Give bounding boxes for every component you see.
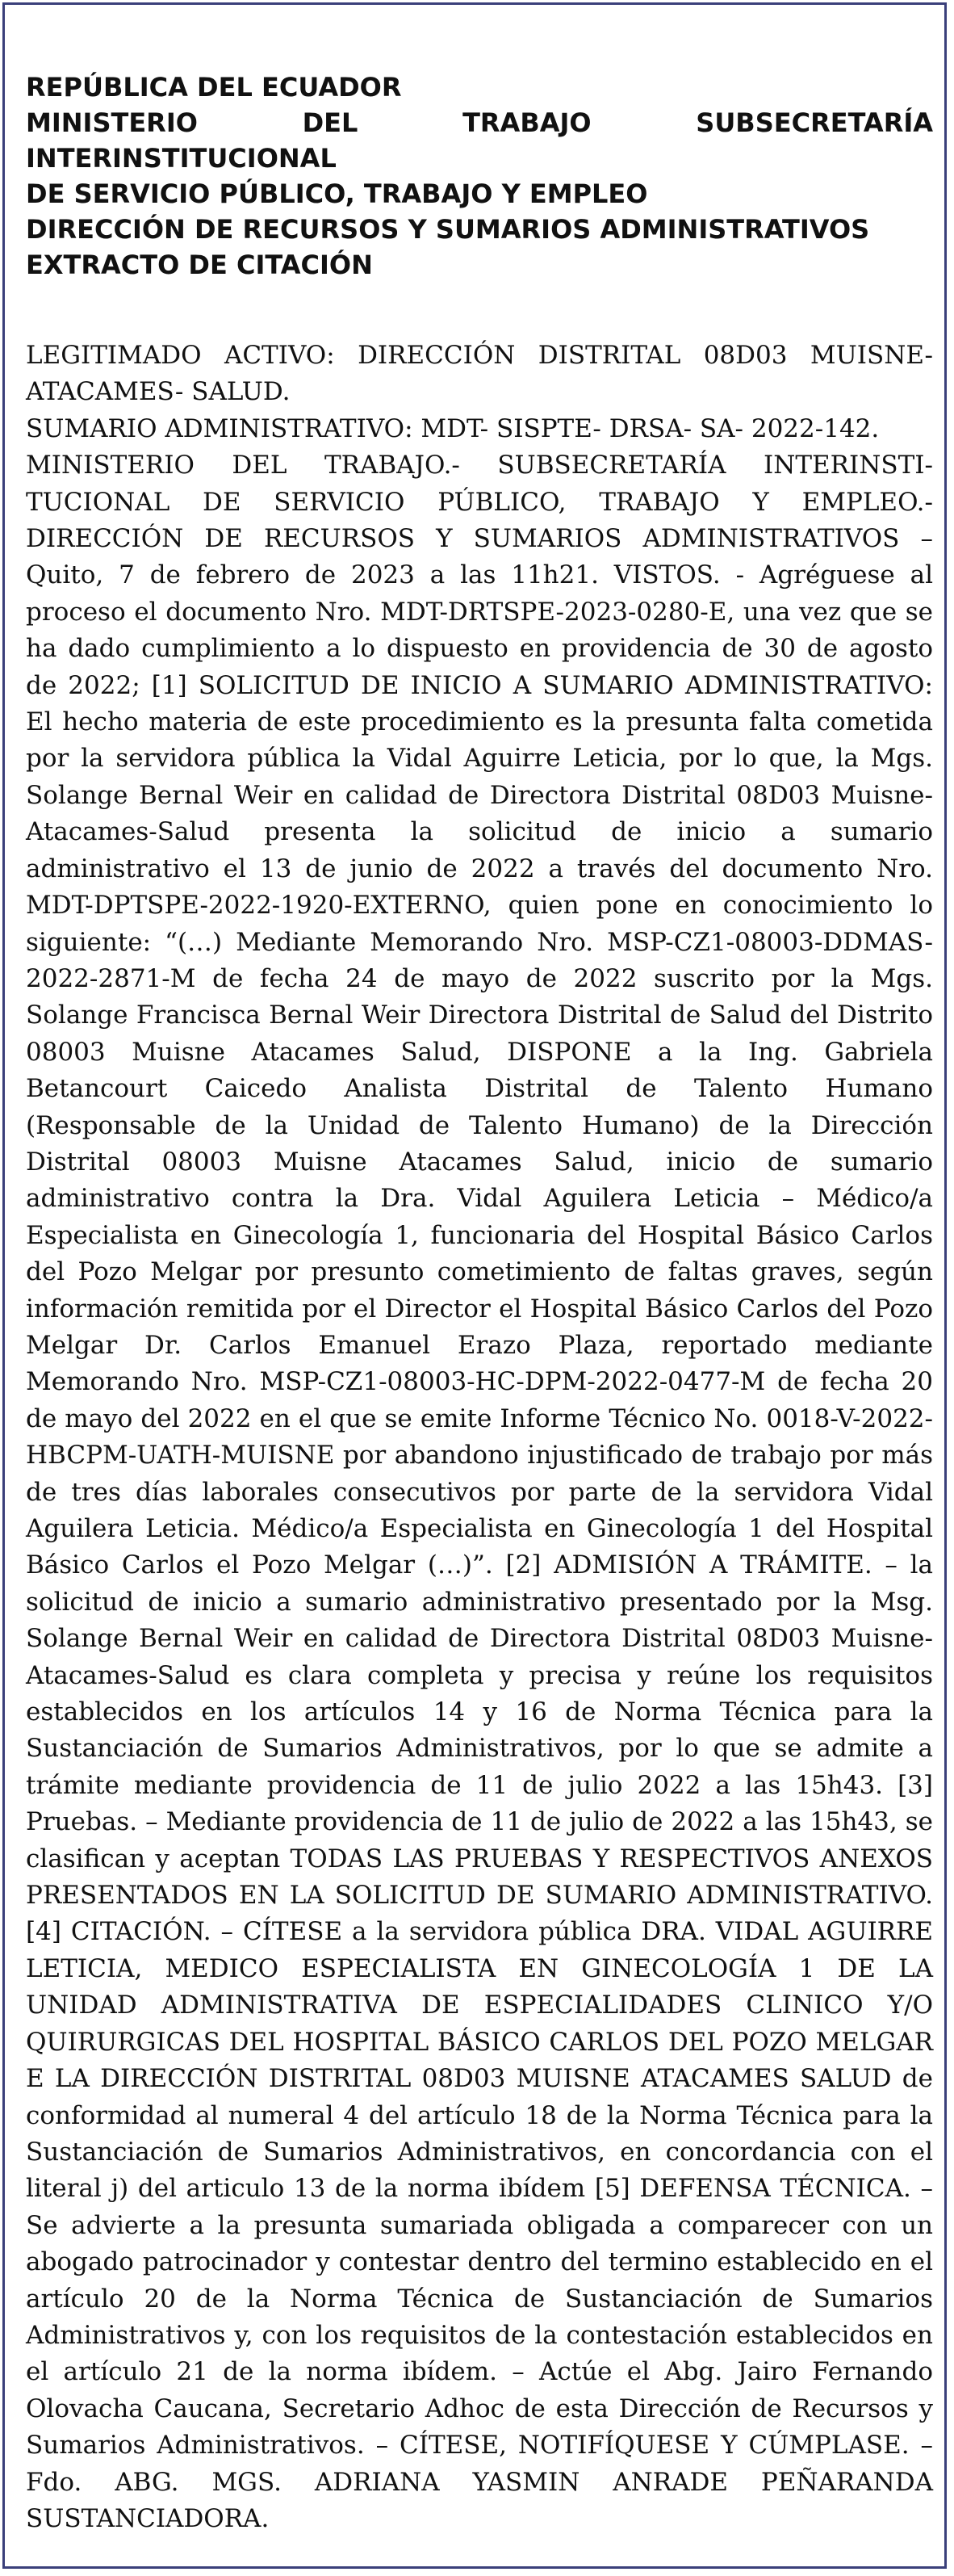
header-service: DE SERVICIO PÚBLICO, TRABAJO Y EMPLEO <box>26 178 648 209</box>
header-direction: DIRECCIÓN DE RECURSOS Y SUMARIOS ADMINISTRATIVOS <box>26 214 870 245</box>
notice-body <box>26 338 933 2537</box>
notice-content <box>26 69 933 2537</box>
notice-frame <box>2 2 947 2569</box>
header-ministry: MINISTERIO DEL TRABAJO SUBSECRETARÍA INTERINSTITUCIONAL <box>26 107 933 174</box>
header-title: EXTRACTO DE CITACIÓN <box>26 250 373 280</box>
legitimado-paragraph: LEGITIMADO ACTIVO: DIRECCIÓN DISTRITAL 08D03 MUISNE- ATACAMES- SALUD. <box>26 341 933 407</box>
header-country: REPÚBLICA DEL ECUADOR <box>26 72 402 103</box>
notice-header <box>26 69 933 283</box>
main-paragraph: MINISTERIO DEL TRABAJO.- SUBSECRETARÍA INTERINSTITUCIONAL DE SERVICIO PÚBLICO, TRABAJO Y EMPLEO.- DIRECCIÓN DE RECURSOS Y SUMARIOS ADMINISTRATIVOS – Quito, 7 de febrero de 2023 a las 11h21. VISTOS. - Agréguese al proceso el documento Nro. MDT-DRTSPE-2023-0280-E, una vez que se ha dado cumplimiento a lo dispuesto en providencia de 30 de agosto de 2022; [1] SOLICITUD DE INICIO A SUMARIO ADMINISTRATIVO: El hecho materia de este procedimiento es la presunta falta cometida por la servidora pública la Vidal Aguirre Leticia, por lo que, la Mgs. Solange Bernal Weir en calidad de Directora Distrital 08D03 Muisne-Atacames-Salud presenta la solicitud de inicio a sumario administrativo el 13 de junio de 2022 a través del documento Nro. MDT-DPTSPE-2022-1920-EXTERNO, quien pone en conocimiento lo siguiente: “(…) Mediante Memorando Nro. MSP-CZ1-08003-DDMAS-2022-2871-M de fecha 24 de mayo de 2022 suscrito por la Mgs. Solange Francisca Bernal Weir Directora Distrital de Salud del Distrito 08003 Muisne Atacames Salud, DISPONE a la Ing. Gabriela Betancourt Caicedo Analista Distrital de Talento Humano (Responsable de la Unidad de Talento Humano) de la Dirección Distrital 08003 Muisne Atacames Salud, inicio de sumario administrativo contra la Dra. Vidal Aguilera Leticia – Médico/a Especialista en Ginecología 1, funcionaria del Hospital Básico Carlos del Pozo Melgar por presunto cometimiento de faltas graves, según información remitida por el Director el Hospital Básico Carlos del Pozo Melgar Dr. Carlos Emanuel Erazo Plaza, reportado mediante Memorando Nro. MSP-CZ1-08003-HC-DPM-2022-0477-M de fecha 20 de mayo del 2022 en el que se emite Informe Técnico No. 0018-V-2022-HBCPM-UATH-MUISNE por abandono injustificado de trabajo por más de tres días laborales consecutivos por parte de la servidora Vidal Aguilera Leticia. Médico/a Especialista en Ginecología 1 del Hospital Básico Carlos el Pozo Melgar (…)”. [2] ADMISIÓN A TRÁMITE. – la solicitud de inicio a sumario administrativo presentado por la Msg. Solange Bernal Weir en calidad de Directora Distrital 08D03 Muisne-Atacames-Salud es clara completa y precisa y reúne los requisitos establecidos en los artículos 14 y 16 de Norma Técnica para la Sustanciación de Sumarios Administrativos, por lo que se admite a trámite mediante providencia de 11 de julio 2022 a las 15h43. [3] Pruebas. – Mediante providencia de 11 de julio de 2022 a las 15h43, se clasifican y aceptan TODAS LAS PRUEBAS Y RESPECTIVOS ANEXOS PRESENTADOS EN LA SOLICITUD DE SUMARIO ADMINISTRATIVO. [4] CITACIÓN. – CÍTESE a la servidora pública DRA. VIDAL AGUIRRE LETICIA, MEDICO ESPECIALISTA EN GINECOLOGÍA 1 DE LA UNIDAD ADMINISTRATIVA DE ESPECIALIDADES CLINICO Y/O QUIRURGICAS DEL HOSPITAL BÁSICO CARLOS DEL POZO MELGAR E LA DIRECCIÓN DISTRITAL 08D03 MUISNE ATACAMES SALUD de conformidad al numeral 4 del artículo 18 de la Norma Técnica para la Sustanciación de Sumarios Administrativos, en concordancia con el literal j) del articulo 13 de la norma ibídem [5] DEFENSA TÉCNICA. – Se advierte a la presunta sumariada obligada a comparecer con un abogado patrocinador y contestar dentro del termino establecido en el artículo 20 de la Norma Técnica de Sustanciación de Sumarios Administrativos y, con los requisitos de la contestación establecidos en el artículo 21 de la norma ibídem. – Actúe el Abg. Jairo Fernando Olovacha Caucana, Secretario Adhoc de esta Dirección de Recursos y Sumarios Administrativos. – CÍTESE, NOTIFÍQUESE Y CÚMPLASE. – Fdo. ABG. MGS. ADRIANA YASMIN ANRADE PEÑARANDA SUSTANCIADORA. <box>26 451 933 2533</box>
sumario-paragraph: SUMARIO ADMINISTRATIVO: MDT- SISPTE- DRSA- SA- 2022-142. <box>26 413 880 443</box>
